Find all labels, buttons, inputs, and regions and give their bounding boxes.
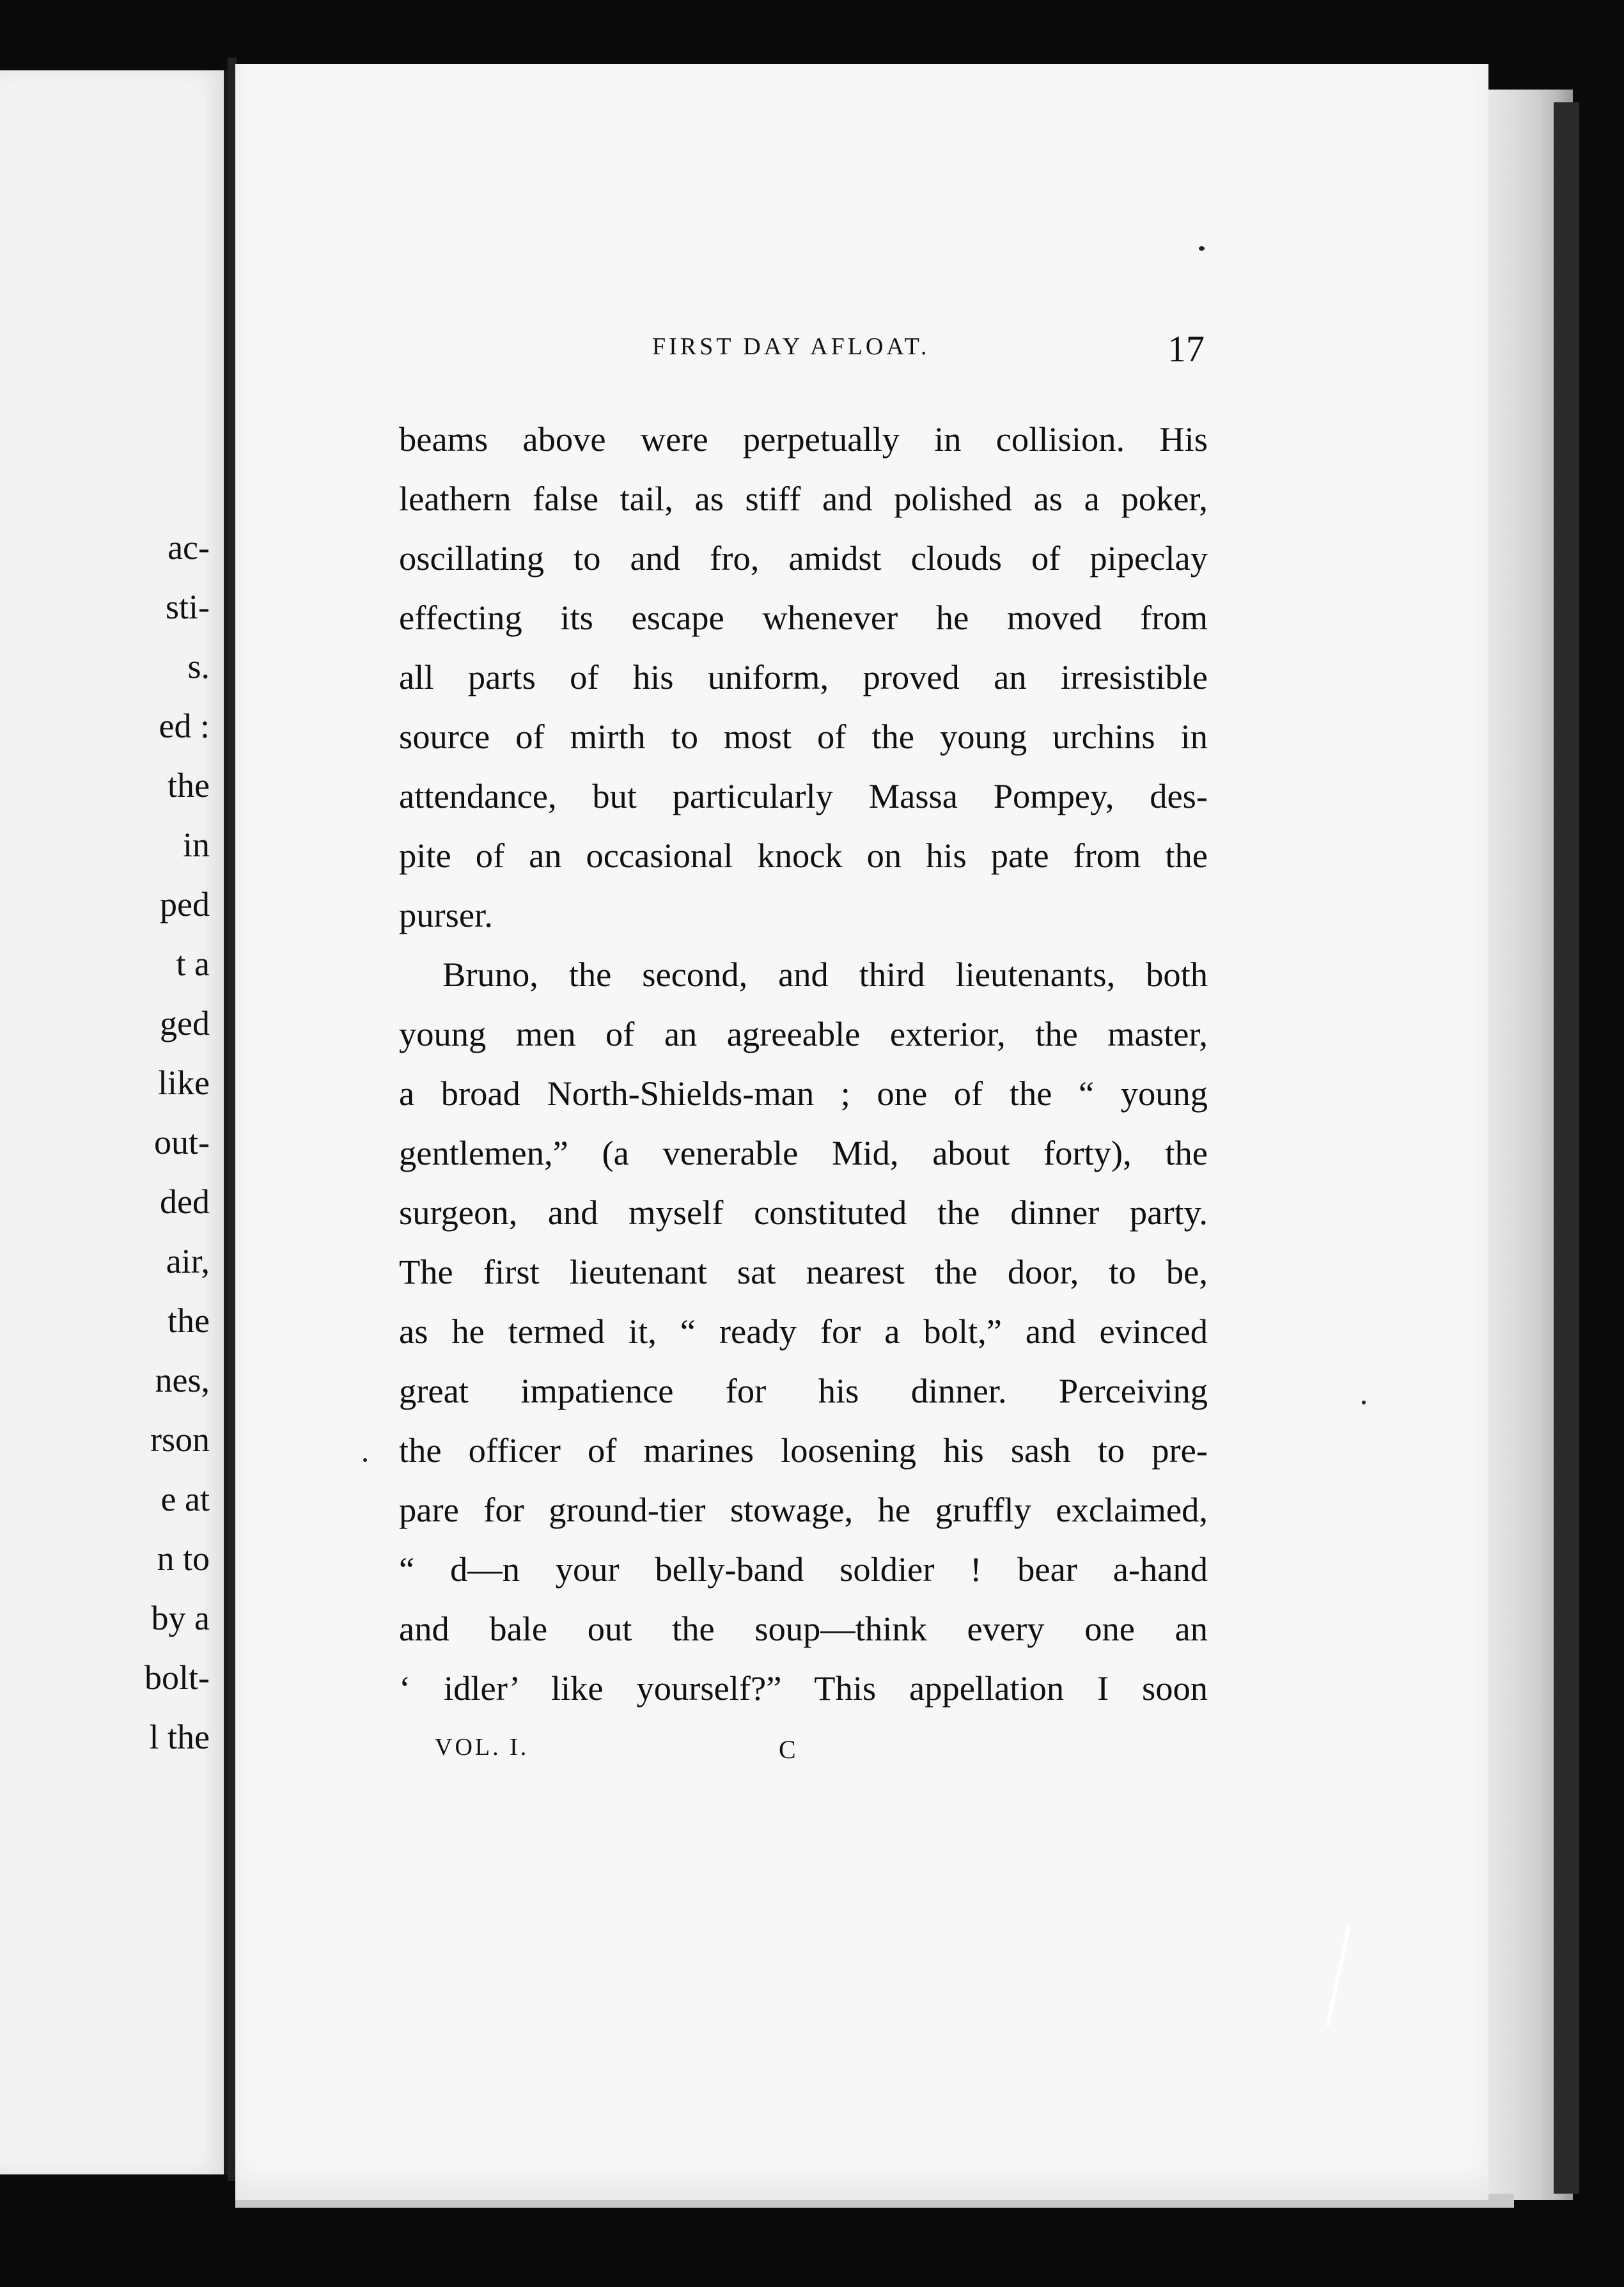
text-line: “ d—n your belly-band soldier ! bear a-hand bbox=[399, 1550, 1208, 1589]
text-line: ‘ idler’ like yourself?” This appellation I soon bbox=[399, 1669, 1208, 1708]
left-fragment: the bbox=[168, 766, 210, 805]
left-fragment: air, bbox=[166, 1242, 210, 1280]
left-fragment: l the bbox=[149, 1718, 210, 1756]
text-line: The first lieutenant sat nearest the door, to be, bbox=[399, 1252, 1208, 1291]
text-line: leathern false tail, as stiff and polished as a poker, bbox=[399, 479, 1208, 518]
text-line: the officer of marines loosening his sash to pre- bbox=[399, 1431, 1208, 1470]
gathering-signature: C bbox=[779, 1735, 796, 1764]
left-fragment: like bbox=[158, 1064, 210, 1102]
text-line: all parts of his uniform, proved an irresistible bbox=[399, 657, 1208, 696]
left-fragment: e at bbox=[160, 1480, 210, 1518]
left-page bbox=[0, 70, 228, 2174]
left-fragment: ed : bbox=[159, 707, 210, 745]
page-number: 17 bbox=[1167, 328, 1205, 370]
text-line: great impatience for his dinner. Perceiving bbox=[399, 1371, 1208, 1410]
left-fragment: bolt- bbox=[144, 1658, 210, 1697]
text-line: beams above were perpetually in collision. His bbox=[399, 420, 1208, 459]
left-fragment: ped bbox=[160, 885, 210, 923]
left-fragment: rson bbox=[150, 1420, 210, 1459]
text-line: as he termed it, “ ready for a bolt,” and evinced bbox=[399, 1312, 1208, 1351]
text-line: surgeon, and myself constituted the dinner party. bbox=[399, 1193, 1208, 1232]
volume-signature: VOL. I. bbox=[435, 1734, 529, 1761]
text-line: Bruno, the second, and third lieutenants, both bbox=[442, 955, 1208, 994]
text-line: young men of an agreeable exterior, the master, bbox=[399, 1014, 1208, 1053]
running-title: FIRST DAY AFLOAT. bbox=[652, 333, 930, 360]
left-fragment: ged bbox=[160, 1004, 210, 1042]
ink-speck bbox=[1199, 246, 1205, 251]
text-line: and bale out the soup—think every one an bbox=[399, 1609, 1208, 1648]
left-fragment: by a bbox=[151, 1599, 210, 1637]
ink-speck bbox=[363, 1458, 367, 1462]
text-line: effecting its escape whenever he moved from bbox=[399, 598, 1208, 637]
text-line: oscillating to and fro, amidst clouds of pipeclay bbox=[399, 538, 1208, 578]
text-line: attendance, but particularly Massa Pompey, des- bbox=[399, 776, 1208, 815]
left-fragment: t a bbox=[176, 945, 210, 983]
text-line: pite of an occasional knock on his pate from the bbox=[399, 836, 1208, 875]
book-cover-edge bbox=[1554, 102, 1579, 2194]
left-fragment: sti- bbox=[165, 588, 210, 626]
text-line: pare for ground-tier stowage, he gruffly exclaimed, bbox=[399, 1490, 1208, 1529]
body-text bbox=[399, 409, 1208, 1718]
text-line: gentlemen,” (a venerable Mid, about forty), the bbox=[399, 1133, 1208, 1172]
left-fragment: nes, bbox=[155, 1361, 210, 1399]
text-line: source of mirth to most of the young urchins in bbox=[399, 717, 1208, 756]
ink-speck bbox=[1362, 1401, 1366, 1404]
left-fragment: n to bbox=[157, 1539, 210, 1578]
left-fragment: ac- bbox=[168, 528, 210, 567]
left-fragment: the bbox=[168, 1301, 210, 1340]
text-line: a broad North-Shields-man ; one of the “ young bbox=[399, 1074, 1208, 1113]
left-fragment: out- bbox=[154, 1123, 210, 1161]
left-fragment: in bbox=[182, 826, 210, 864]
left-fragment: s. bbox=[187, 647, 210, 686]
left-fragment: ded bbox=[160, 1183, 210, 1221]
text-line: purser. bbox=[399, 895, 493, 934]
left-page-text-fragments bbox=[144, 518, 210, 1767]
